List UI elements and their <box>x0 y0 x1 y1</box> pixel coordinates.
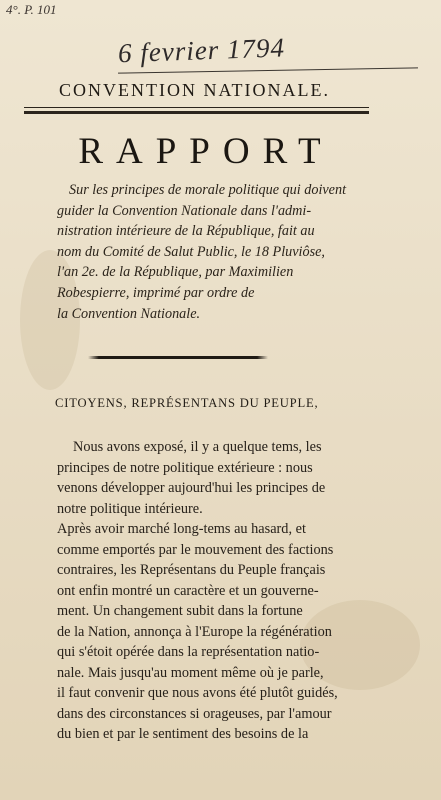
convention-heading: CONVENTION NATIONALE. <box>59 80 330 100</box>
handwritten-date: 6 fevrier 1794 <box>117 32 286 69</box>
body-line: principes de notre politique extérieure : nous <box>57 459 313 476</box>
body-line: contraires, les Représentans du Peuple français <box>57 562 326 578</box>
report-summary <box>57 180 375 324</box>
body-line: ont enfin montré un caractère et un gouverne- <box>57 582 319 599</box>
body-text <box>57 437 382 745</box>
body-line: ment. Un changement subit dans la fortune <box>57 603 303 619</box>
summary-line: guider la Convention Nationale dans l'admi- <box>57 202 312 219</box>
summary-line: la Convention Nationale. <box>57 305 201 322</box>
body-line: venons développer aujourd'hui les principes de <box>57 480 326 496</box>
summary-line: nom du Comité de Salut Public, le 18 Pluviôse, <box>57 243 325 260</box>
handwritten-underline <box>118 67 418 73</box>
body-line: comme emportés par le mouvement des factions <box>57 541 334 558</box>
header-rule-thick <box>24 111 369 114</box>
summary-line: l'an 2e. de la République, par Maximilien <box>57 264 294 281</box>
body-line: Nous avons exposé, il y a quelque tems, les <box>73 439 322 455</box>
body-line: de la Nation, annonça à l'Europe la régénération <box>57 623 332 640</box>
body-line: dans des circonstances si orageuses, par l'amour <box>57 705 332 722</box>
salutation: CITOYENS, REPRÉSENTANS DU PEUPLE, <box>55 396 319 410</box>
body-line: notre politique intérieure. <box>57 500 203 517</box>
body-line: Après avoir marché long-tems au hasard, et <box>57 521 306 537</box>
body-line: du bien et par le sentiment des besoins de la <box>57 726 309 742</box>
ornamental-rule <box>88 356 268 359</box>
body-line: nale. Mais jusqu'au moment même où je parle, <box>57 664 324 681</box>
body-line: il faut convenir que nous avons été plutôt guidés, <box>57 685 338 701</box>
summary-line: Sur les principes de morale politique qui doivent <box>69 182 347 198</box>
summary-line: Robespierre, imprimé par ordre de <box>57 284 255 301</box>
rapport-title: RAPPORT <box>78 131 334 172</box>
header-rule-thin <box>24 107 369 108</box>
body-line: qui s'étoit opérée dans la représentation natio- <box>57 644 320 660</box>
shelfmark: 4°. P. 101 <box>6 2 57 17</box>
summary-line: nistration intérieure de la République, fait au <box>57 223 315 240</box>
